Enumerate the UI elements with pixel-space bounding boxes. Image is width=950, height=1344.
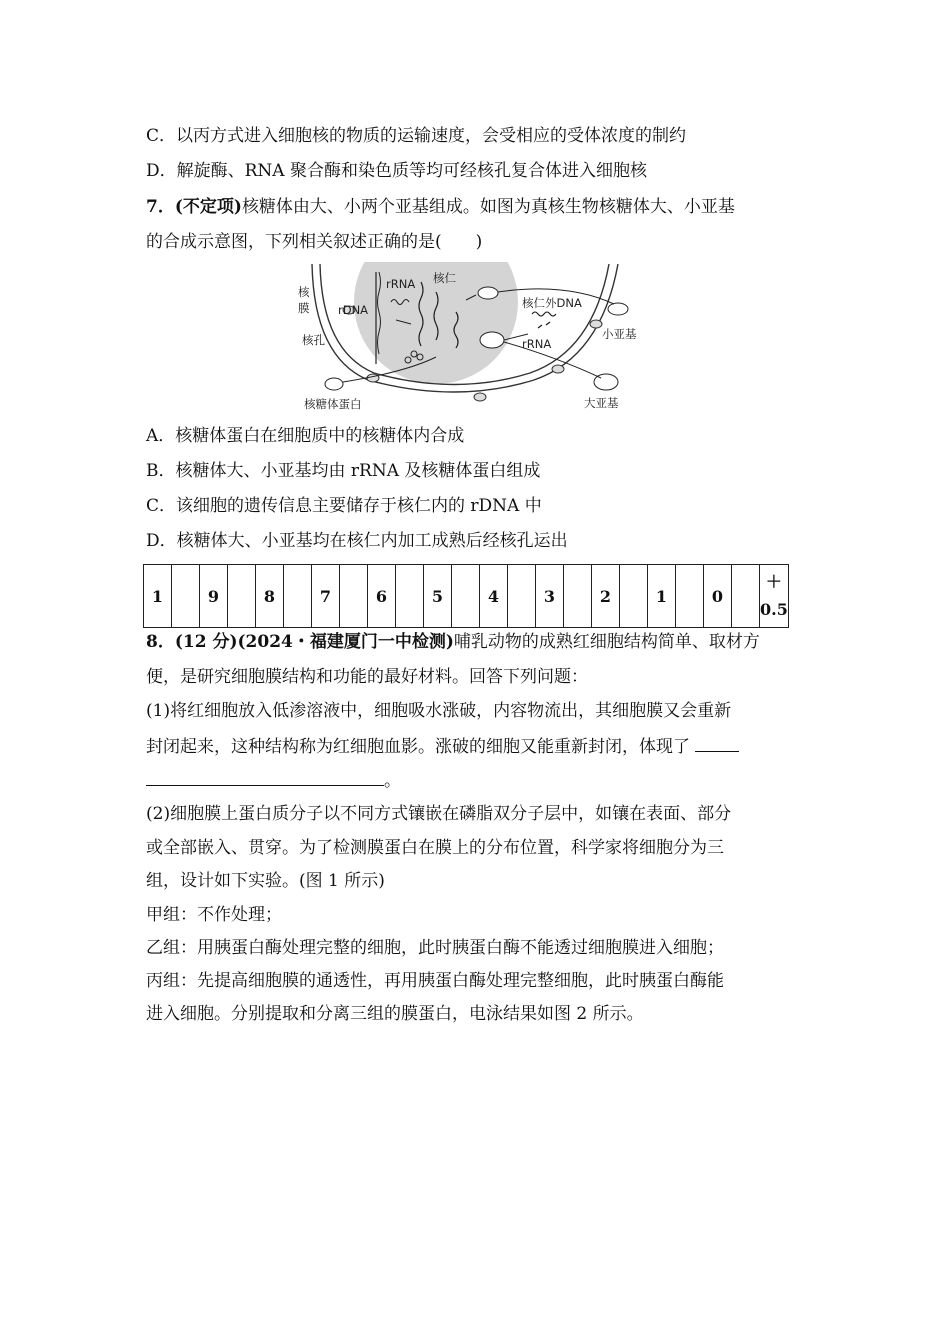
score-cell[interactable]: 1 <box>648 565 676 628</box>
score-cell[interactable]: 9 <box>200 565 228 628</box>
question-8-part1-line3 <box>146 767 401 793</box>
question-8-part2-line3: 组，设计如下实验。(图 1 所示) <box>146 871 385 891</box>
question-8-part2-line2: 或全部嵌入、贯穿。为了检测膜蛋白在膜上的分布位置，科学家将细胞分为三 <box>146 838 724 858</box>
score-cell[interactable] <box>228 565 256 628</box>
score-cell-half[interactable] <box>760 565 789 628</box>
option-d-prev: D．解旋酶、RNA 聚合酶和染色质等均可经核孔复合体进入细胞核 <box>146 161 647 181</box>
extra-nucleolar-dna <box>532 312 556 316</box>
group-yi: 乙组：用胰蛋白酶处理完整的细胞，此时胰蛋白酶不能透过细胞膜进入细胞； <box>146 938 724 958</box>
label-rrna-bottom: rRNA <box>522 337 552 351</box>
half-point: 0.5 <box>760 600 788 619</box>
score-table <box>143 564 789 628</box>
question-7-stem-text: 核糖体由大、小两个亚基组成。如图为真核生物核糖体大、小亚基 <box>241 197 735 217</box>
score-cell[interactable]: 8 <box>256 565 284 628</box>
score-cell[interactable]: 4 <box>480 565 508 628</box>
subunit-shape <box>478 287 498 299</box>
score-cell[interactable] <box>564 565 592 628</box>
period: 。 <box>384 771 401 791</box>
rrna-fragment <box>538 322 550 328</box>
score-cell[interactable]: 3 <box>536 565 564 628</box>
label-extra-dna: 核仁外DNA <box>522 296 582 310</box>
score-cell[interactable] <box>340 565 368 628</box>
question-8-header: (12 分)(2024・福建厦门一中检测) <box>174 632 454 652</box>
score-cell[interactable] <box>396 565 424 628</box>
score-cell[interactable] <box>508 565 536 628</box>
nuclear-pore-shape <box>590 320 602 328</box>
group-bing-line1: 丙组：先提高细胞膜的通透性，再用胰蛋白酶处理完整细胞，此时胰蛋白酶能 <box>146 971 724 991</box>
question-8-part1-line1: (1)将红细胞放入低渗溶液中，细胞吸水涨破，内容物流出，其细胞膜又会重新 <box>146 701 732 721</box>
score-cell[interactable]: 5 <box>424 565 452 628</box>
answer-blank-1[interactable] <box>695 733 739 752</box>
group-bing-line2: 进入细胞。分别提取和分离三组的膜蛋白，电泳结果如图 2 所示。 <box>146 1004 644 1024</box>
ribosome-synthesis-diagram <box>296 262 646 414</box>
nuclear-pore-shape <box>552 365 564 373</box>
group-jia: 甲组：不作处理； <box>146 905 282 925</box>
question-8-part1-line2 <box>146 733 739 759</box>
score-cell[interactable]: 7 <box>312 565 340 628</box>
plus-sign: ＋ <box>765 572 782 591</box>
subunit-shape <box>480 332 504 348</box>
small-subunit-shape <box>608 303 628 315</box>
score-cell[interactable] <box>620 565 648 628</box>
score-cell[interactable] <box>452 565 480 628</box>
label-nuclear-pore: 核孔 <box>302 333 325 347</box>
score-cell[interactable]: 0 <box>704 565 732 628</box>
label-rrna-top: rRNA <box>386 277 416 291</box>
label-rdna: rDNA <box>338 303 369 317</box>
question-7-option-d: D．核糖体大、小亚基均在核仁内加工成熟后经核孔运出 <box>146 531 568 551</box>
score-cell[interactable]: 1 <box>144 565 172 628</box>
score-cell[interactable]: 6 <box>368 565 396 628</box>
option-c-prev: C．以丙方式进入细胞核的物质的运输速度，会受相应的受体浓度的制约 <box>146 126 687 146</box>
label-ribosomal-protein: 核糖体蛋白 <box>304 397 362 411</box>
label-small-subunit: 小亚基 <box>602 327 637 341</box>
label-nucleolus: 核仁 <box>433 271 456 285</box>
label-nuclear-membrane-2: 膜 <box>298 301 310 315</box>
question-7-option-b: B．核糖体大、小亚基均由 rRNA 及核糖体蛋白组成 <box>146 461 541 481</box>
question-8-part1-text: 封闭起来，这种结构称为红细胞血影。涨破的细胞又能重新封闭，体现了 <box>146 737 690 757</box>
question-8-stem-text: 哺乳动物的成熟红细胞结构简单、取材方 <box>453 632 760 652</box>
question-8-stem-line1 <box>146 630 760 654</box>
arrow <box>504 342 601 378</box>
score-cell[interactable] <box>172 565 200 628</box>
question-8-stem-line2: 便，是研究细胞膜结构和功能的最好材料。回答下列问题： <box>146 667 588 687</box>
question-7-stem-line1 <box>146 195 735 219</box>
nuclear-pore-shape <box>474 393 486 401</box>
ribosomal-protein-shape <box>325 378 343 390</box>
question-7-option-a: A．核糖体蛋白在细胞质中的核糖体内合成 <box>146 426 465 446</box>
question-7-stem-line2: 的合成示意图，下列相关叙述正确的是( ) <box>146 232 483 252</box>
score-cell[interactable] <box>284 565 312 628</box>
score-cell[interactable] <box>732 565 760 628</box>
question-8-part2-line1: (2)细胞膜上蛋白质分子以不同方式镶嵌在磷脂双分子层中，如镶在表面、部分 <box>146 804 732 824</box>
question-8-number: 8． <box>146 632 175 652</box>
score-cell[interactable]: 2 <box>592 565 620 628</box>
question-7-number: 7． <box>146 197 175 217</box>
question-7-option-c: C．该细胞的遗传信息主要储存于核仁内的 rDNA 中 <box>146 496 542 516</box>
label-nuclear-membrane-1: 核 <box>298 285 310 299</box>
label-large-subunit: 大亚基 <box>584 396 619 410</box>
answer-blank-1-continued[interactable] <box>146 767 384 786</box>
score-cell[interactable] <box>676 565 704 628</box>
question-7-tag: (不定项) <box>174 197 242 217</box>
